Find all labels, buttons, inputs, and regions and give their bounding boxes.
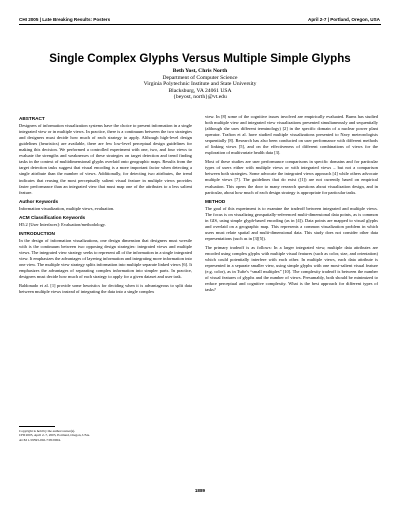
left-column xyxy=(19,114,192,298)
right-column xyxy=(205,114,378,296)
paper-title: Single Complex Glyphs Versus Multiple Simple Glyphs xyxy=(49,52,351,65)
acm-text: H5.2 [User Interfaces]: Evaluation/methodology. xyxy=(19,221,106,227)
author-names: Beth Yost, Chris North xyxy=(172,68,228,74)
copyright-divider xyxy=(19,426,55,427)
introduction-heading: INTRODUCTION xyxy=(19,230,55,236)
affiliation-institution: Virginia Polytechnic Institute and State University xyxy=(143,81,257,88)
keywords-heading: Author Keywords xyxy=(19,198,59,204)
header-divider xyxy=(19,24,381,25)
page-number: 1889 xyxy=(194,488,206,493)
affiliation-department: Department of Computer Science xyxy=(162,74,238,81)
introduction-paragraph: In the design of information visualizations, one design dimension that designers must wrestle with is the continuum between two opposing design strategies: integrated views and multiple views. The integrated view strategy seeks to represent all of the information in a single integrated view. It emphasizes the advantages of layering information and integrating more information into one view. The multiple view strategy splits information into multiple separate linked views [6]. It emphasizes the advantages of separating complex information into simpler parts. In practice, designers must decide how much of each strategy to apply for a given dataset and user task. xyxy=(19,238,192,280)
abstract-text: Designers of information visualization systems have the choice to present information in a single integrated view or in multiple views. In practice, there is a continuum between the two strategies and designers must decide how much of each strategy to apply. Although high-level design guidelines (heuristics) are available, there are few low-level perceptual design guidelines for making this decision. We performed a controlled experiment with one, two, and four views to evaluate the strengths and weaknesses of these strategies on target detection and trend finding tasks in the context of multidimensional glyphs overlaid onto geographic maps. Results from the target detection tasks suggest that visual encoding is a more important factor when detecting a single attribute than the number of views. Additionally, for detecting two attributes, the trend indicates that reusing the most perceptually salient visual feature in multiple views provides faster performance than an integrated view that must map one of the attributes to a less salient feature. xyxy=(19,123,192,195)
body-paragraph: view. In [8] some of the cognitive issues involved are empirically evaluated. Burns has studied both multiple view and integrated view visualizations presented simultaneously and sequentially (although she uses different terminology) [2] in the specific domain of a nuclear power plant operator. Trafton et al. have studied multiple visualizations presented to Navy meteorologists sequentially [8]. Research has also been conducted on user performance with different methods of linking views [5], and on the effectiveness of different combinations of views for the exploration of multivariate health data [3]. xyxy=(205,114,378,156)
running-header-right: April 2-7 | Portland, Oregon, USA xyxy=(308,17,380,22)
method-paragraph: The goal of this experiment is to examine the tradeoff between integrated and multiple views. The focus is on visualizing geospatially-referenced multi-dimensional data points, as is common in GIS, using simple glyph-based encoding (as in [4]). Data points are mapped to visual glyphs and overlaid on a geographic map. This represents a common visualization problem in which users must relate spatial and multi-dimensional data. This study does not consider other data representations (such as in [3][5]). xyxy=(205,205,378,241)
copyright-line: Copyright is held by the author/owner(s). xyxy=(19,429,76,433)
author-email: {beyost, north}@vt.edu xyxy=(173,94,227,101)
keywords-text: Information visualization, multiple views, evaluation. xyxy=(19,205,115,211)
body-paragraph: Most of these studies are user performance comparisons in specific domains and for particular types of users either with multiple views or with integrated views – but not a comparison between both strategies. Some advocate the integrated views approach [4] while others advocate multiple views [7]. The guidelines that do exist ([1]) are not currently based on empirical evaluation. This opens the door to many research questions about visualization design, and in particular, about how much of each design strategy is appropriate for particular tasks. xyxy=(205,159,378,195)
affiliation-address: Blacksburg, VA 24061 USA xyxy=(168,87,232,94)
method-heading: METHOD xyxy=(205,198,226,204)
introduction-paragraph: Baldonado et al. [1] provide some heuristics for deciding when it is advantageous to split data between multiple views instead of integrating the data into a single complex xyxy=(19,283,192,295)
running-header-left: CHI 2005 | Late Breaking Results: Posters xyxy=(19,17,111,22)
copyright-line: CHI 2005, April 2–7, 2005, Portland, Oregon, USA. xyxy=(19,433,90,438)
copyright-block xyxy=(19,429,189,442)
author-block xyxy=(0,68,400,101)
method-paragraph: The primary tradeoff is as follows: In a larger integrated view, multiple data attributes are encoded using complex glyphs with multiple visual features (such as color, size, and orientation) which could potentially interfere with each other. In multiple views, each data attribute is represented in a separate smaller view, using simple glyphs with one most-salient visual feature (e.g. color), as in Tufte's “small multiples” [10]. The complexity tradeoff is between the number of visual features of glyphs and the number of views. Presumably, both should be minimized to reduce perceptual and cognitive complexity. What is the best approach for different types of tasks? xyxy=(205,244,378,293)
copyright-line: ACM 1-59593-002-7/05/0004. xyxy=(19,437,61,442)
acm-heading: ACM Classification Keywords xyxy=(19,214,86,220)
abstract-heading: ABSTRACT xyxy=(19,116,45,121)
